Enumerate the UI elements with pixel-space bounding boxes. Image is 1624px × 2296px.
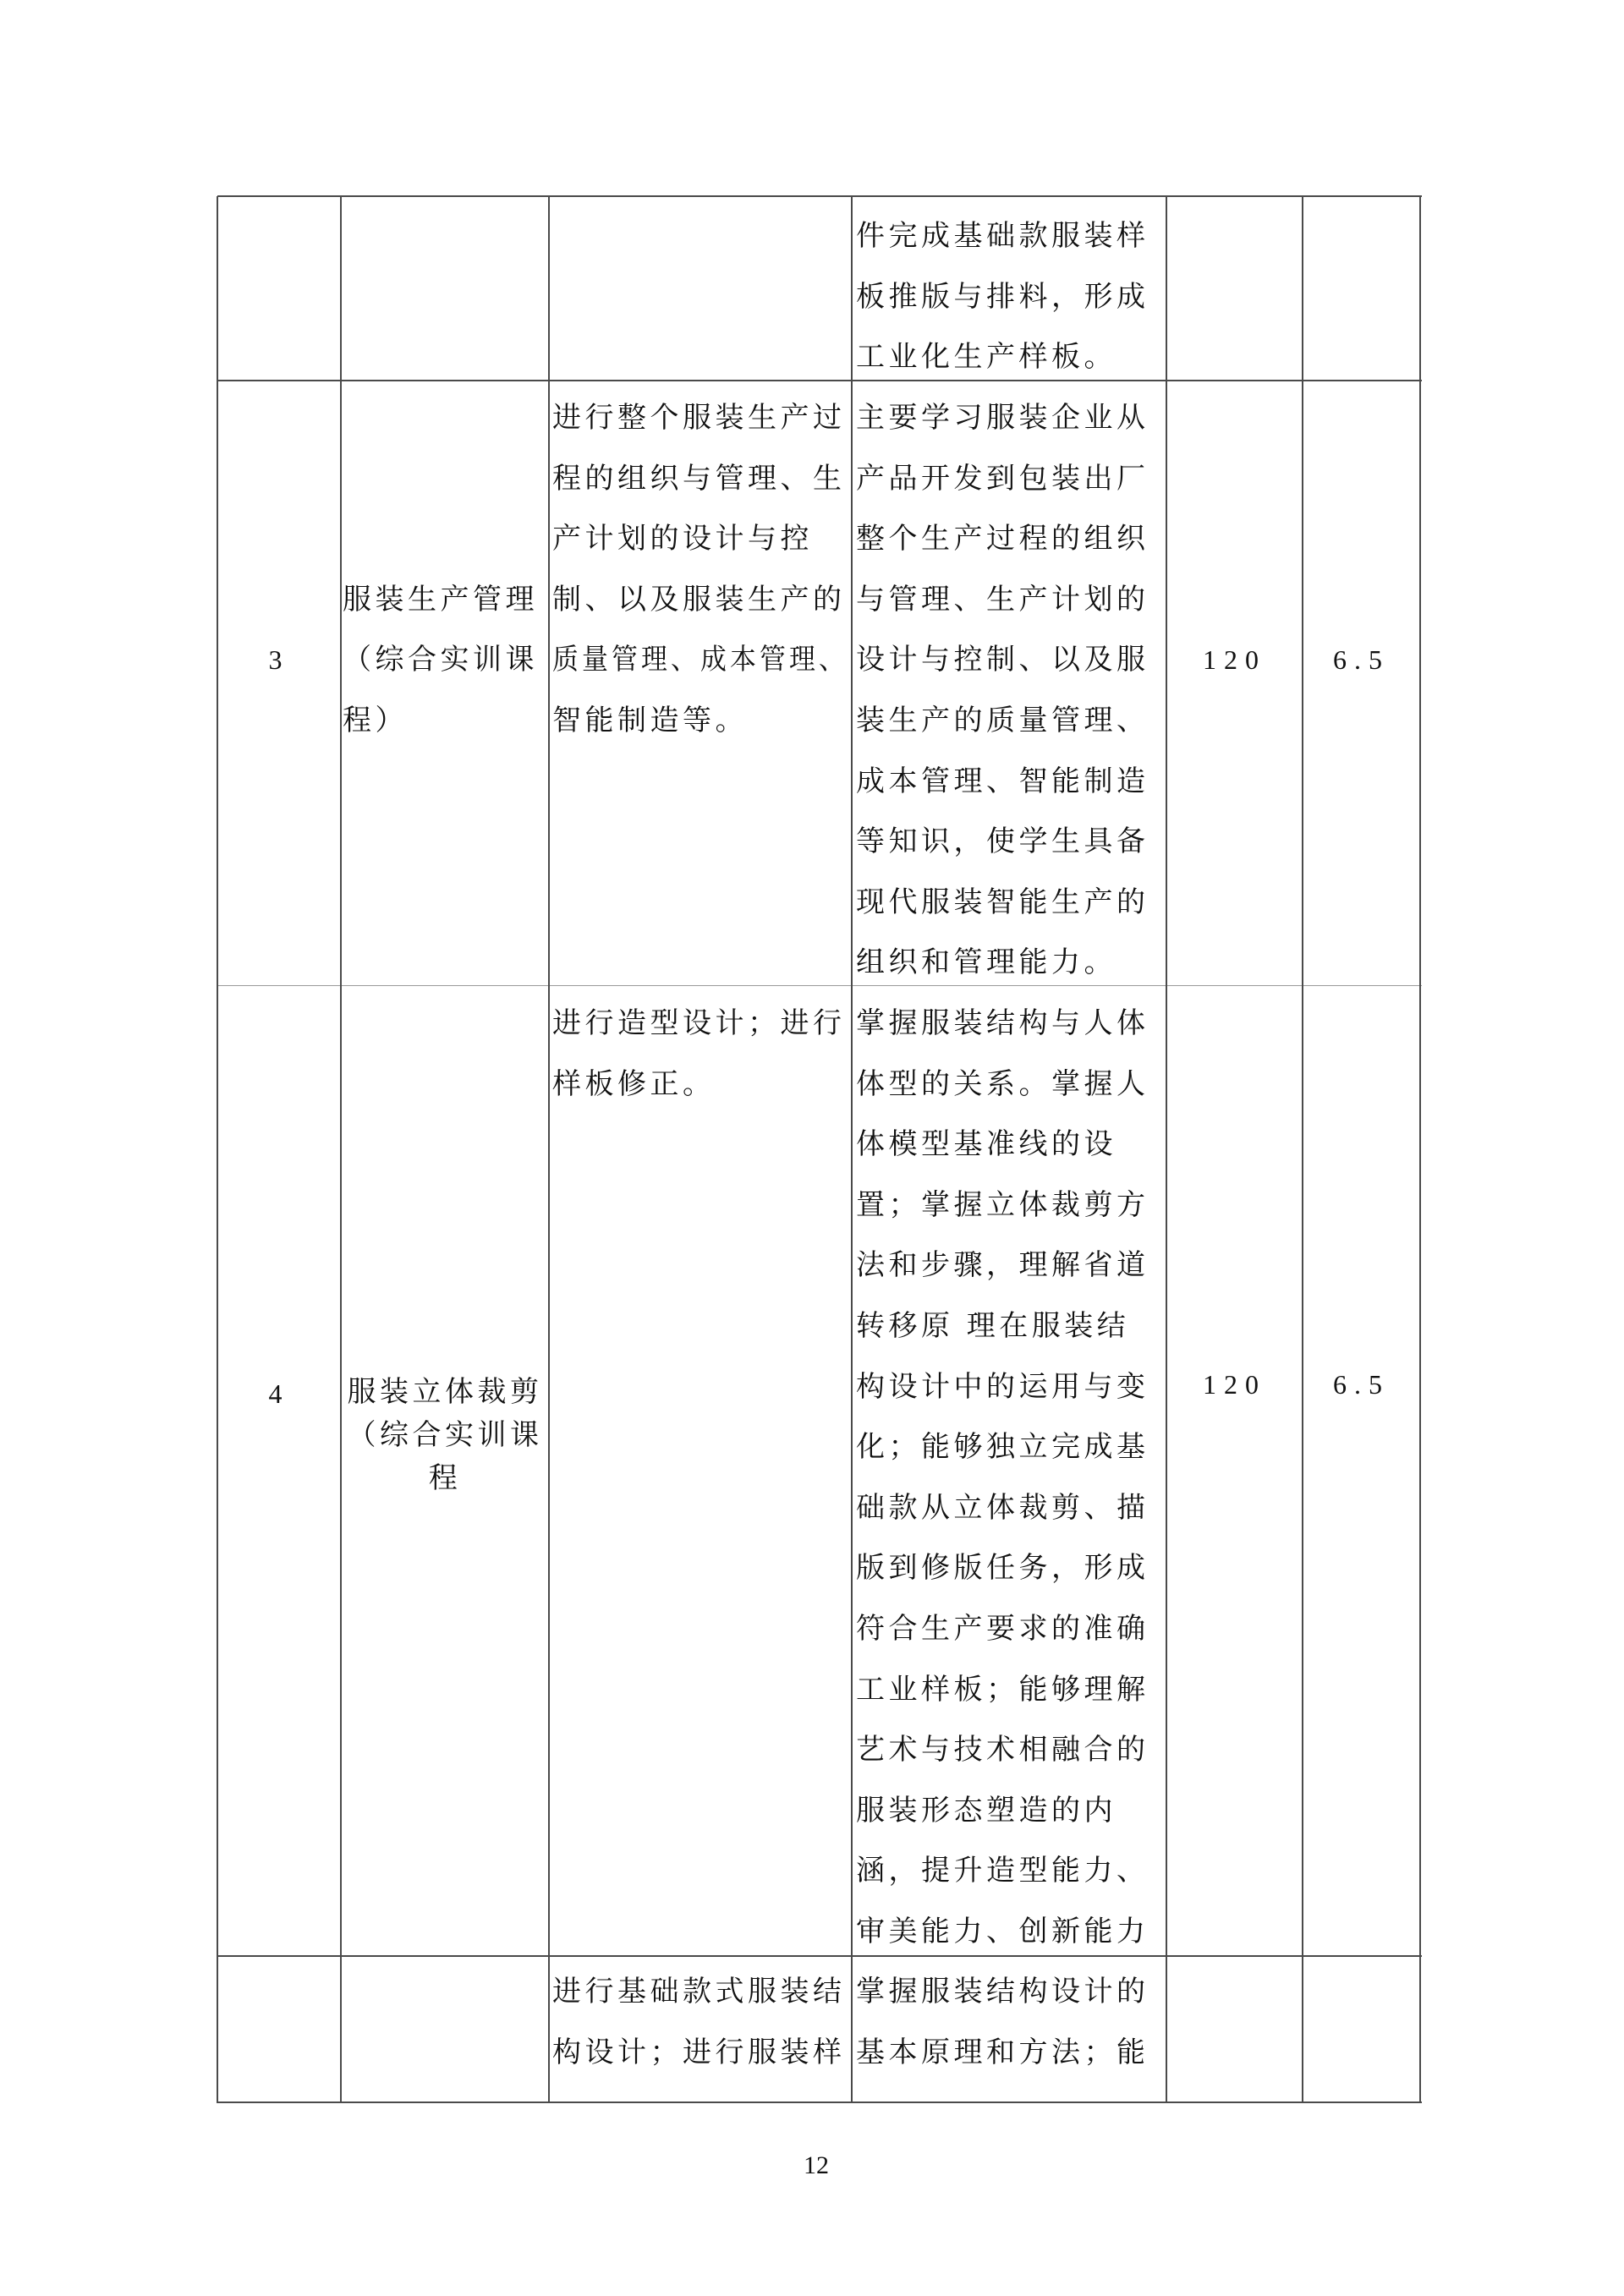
content-line: 化；能够独立完成基 bbox=[856, 1430, 1149, 1465]
table-row bbox=[217, 381, 1420, 986]
cell-hours bbox=[1166, 1956, 1303, 2102]
cell-hours bbox=[1166, 986, 1303, 1956]
cell-course bbox=[341, 196, 549, 381]
cell-task bbox=[549, 986, 852, 1956]
credits-value: 6.5 bbox=[1333, 644, 1390, 675]
cell-no bbox=[217, 1956, 341, 2102]
hours-value: 120 bbox=[1203, 1369, 1266, 1400]
content-line: 掌握服装结构设计的 bbox=[856, 1975, 1149, 2008]
content-line: 置；掌握立体裁剪方 bbox=[856, 1187, 1149, 1222]
content-line: 等知识，使学生具备 bbox=[856, 825, 1149, 859]
content-line: 整个生产过程的组织 bbox=[856, 522, 1149, 556]
cell-course bbox=[341, 381, 549, 986]
task-line: 样板修正。 bbox=[552, 1066, 716, 1101]
content-line: 主要学习服装企业从 bbox=[856, 401, 1149, 435]
content-line: 涵，提升造型能力、 bbox=[856, 1854, 1149, 1888]
task-line: 进行造型设计；进行 bbox=[552, 1006, 846, 1040]
content-line: 工业样板；能够理解 bbox=[856, 1672, 1149, 1707]
page-number: 12 bbox=[804, 2151, 829, 2179]
cell-task bbox=[549, 1956, 852, 2102]
content-line: 产品开发到包装出厂 bbox=[856, 461, 1149, 496]
cell-content bbox=[852, 986, 1166, 1956]
cell-content bbox=[852, 196, 1166, 381]
content-line: 服装形态塑造的内 bbox=[856, 1793, 1116, 1827]
cell-course bbox=[341, 986, 549, 1956]
credits-value: 6.5 bbox=[1333, 1369, 1390, 1400]
content-line: 版到修版任务，形成 bbox=[856, 1551, 1149, 1586]
course-name-line: 程） bbox=[343, 704, 408, 737]
cell-task bbox=[549, 381, 852, 986]
task-line: 智能制造等。 bbox=[552, 704, 748, 737]
content-line: 组织和管理能力。 bbox=[856, 945, 1116, 980]
content-line: 掌握服装结构与人体 bbox=[856, 1006, 1149, 1040]
cell-credits bbox=[1303, 1956, 1420, 2102]
course-name-line: 程 bbox=[428, 1461, 462, 1495]
course-name-line: 服装立体裁剪 bbox=[347, 1375, 543, 1409]
content-line: 工业化生产样板。 bbox=[856, 340, 1116, 375]
cell-content bbox=[852, 1956, 1166, 2102]
content-line: 符合生产要求的准确 bbox=[856, 1612, 1149, 1646]
content-line: 板推版与排料，形成 bbox=[856, 279, 1149, 314]
cell-no bbox=[217, 986, 341, 1956]
table-row bbox=[217, 1956, 1420, 2102]
cell-credits bbox=[1303, 196, 1420, 381]
course-name-line: 服装生产管理 bbox=[343, 583, 538, 616]
task-line: 制、以及服装生产的 bbox=[552, 582, 846, 616]
hours-value: 120 bbox=[1203, 644, 1266, 675]
task-line: 质量管理、成本管理、 bbox=[552, 643, 848, 677]
content-line: 体型的关系。掌握人 bbox=[856, 1066, 1149, 1101]
cell-credits bbox=[1303, 986, 1420, 1956]
content-line: 审美能力、创新能力 bbox=[856, 1915, 1149, 1948]
content-line: 构设计中的运用与变 bbox=[856, 1369, 1149, 1404]
task-line: 构设计；进行服装样 bbox=[552, 2035, 846, 2069]
cell-task bbox=[549, 196, 852, 381]
cell-credits bbox=[1303, 381, 1420, 986]
task-line: 进行整个服装生产过 bbox=[552, 401, 846, 435]
task-line: 进行基础款式服装结 bbox=[552, 1975, 846, 2008]
content-line: 设计与控制、以及服 bbox=[856, 643, 1149, 677]
task-line: 产计划的设计与控 bbox=[552, 522, 813, 556]
table-row bbox=[217, 986, 1420, 1956]
content-line: 成本管理、智能制造 bbox=[856, 764, 1149, 798]
row-number: 3 bbox=[268, 644, 290, 675]
cell-course bbox=[341, 1956, 549, 2102]
content-line: 转移原 理在服装结 bbox=[856, 1309, 1130, 1343]
content-line: 体模型基准线的设 bbox=[856, 1127, 1116, 1162]
course-name-line: （综合实训课 bbox=[347, 1418, 543, 1452]
cell-no bbox=[217, 381, 341, 986]
content-line: 与管理、生产计划的 bbox=[856, 582, 1149, 616]
task-line: 程的组织与管理、生 bbox=[552, 461, 846, 496]
content-line: 装生产的质量管理、 bbox=[856, 704, 1149, 737]
content-line: 件完成基础款服装样 bbox=[856, 219, 1149, 253]
course-name-line: （综合实训课 bbox=[343, 643, 538, 677]
cell-content bbox=[852, 381, 1166, 986]
cell-no bbox=[217, 196, 341, 381]
content-line: 法和步骤，理解省道 bbox=[856, 1248, 1149, 1283]
row-number: 4 bbox=[268, 1378, 290, 1409]
content-line: 基本原理和方法；能 bbox=[856, 2035, 1149, 2069]
cell-hours bbox=[1166, 381, 1303, 986]
content-line: 现代服装智能生产的 bbox=[856, 885, 1149, 919]
content-line: 础款从立体裁剪、描 bbox=[856, 1490, 1149, 1525]
content-line: 艺术与技术相融合的 bbox=[856, 1733, 1149, 1767]
cell-hours bbox=[1166, 196, 1303, 381]
table-row bbox=[217, 196, 1420, 381]
